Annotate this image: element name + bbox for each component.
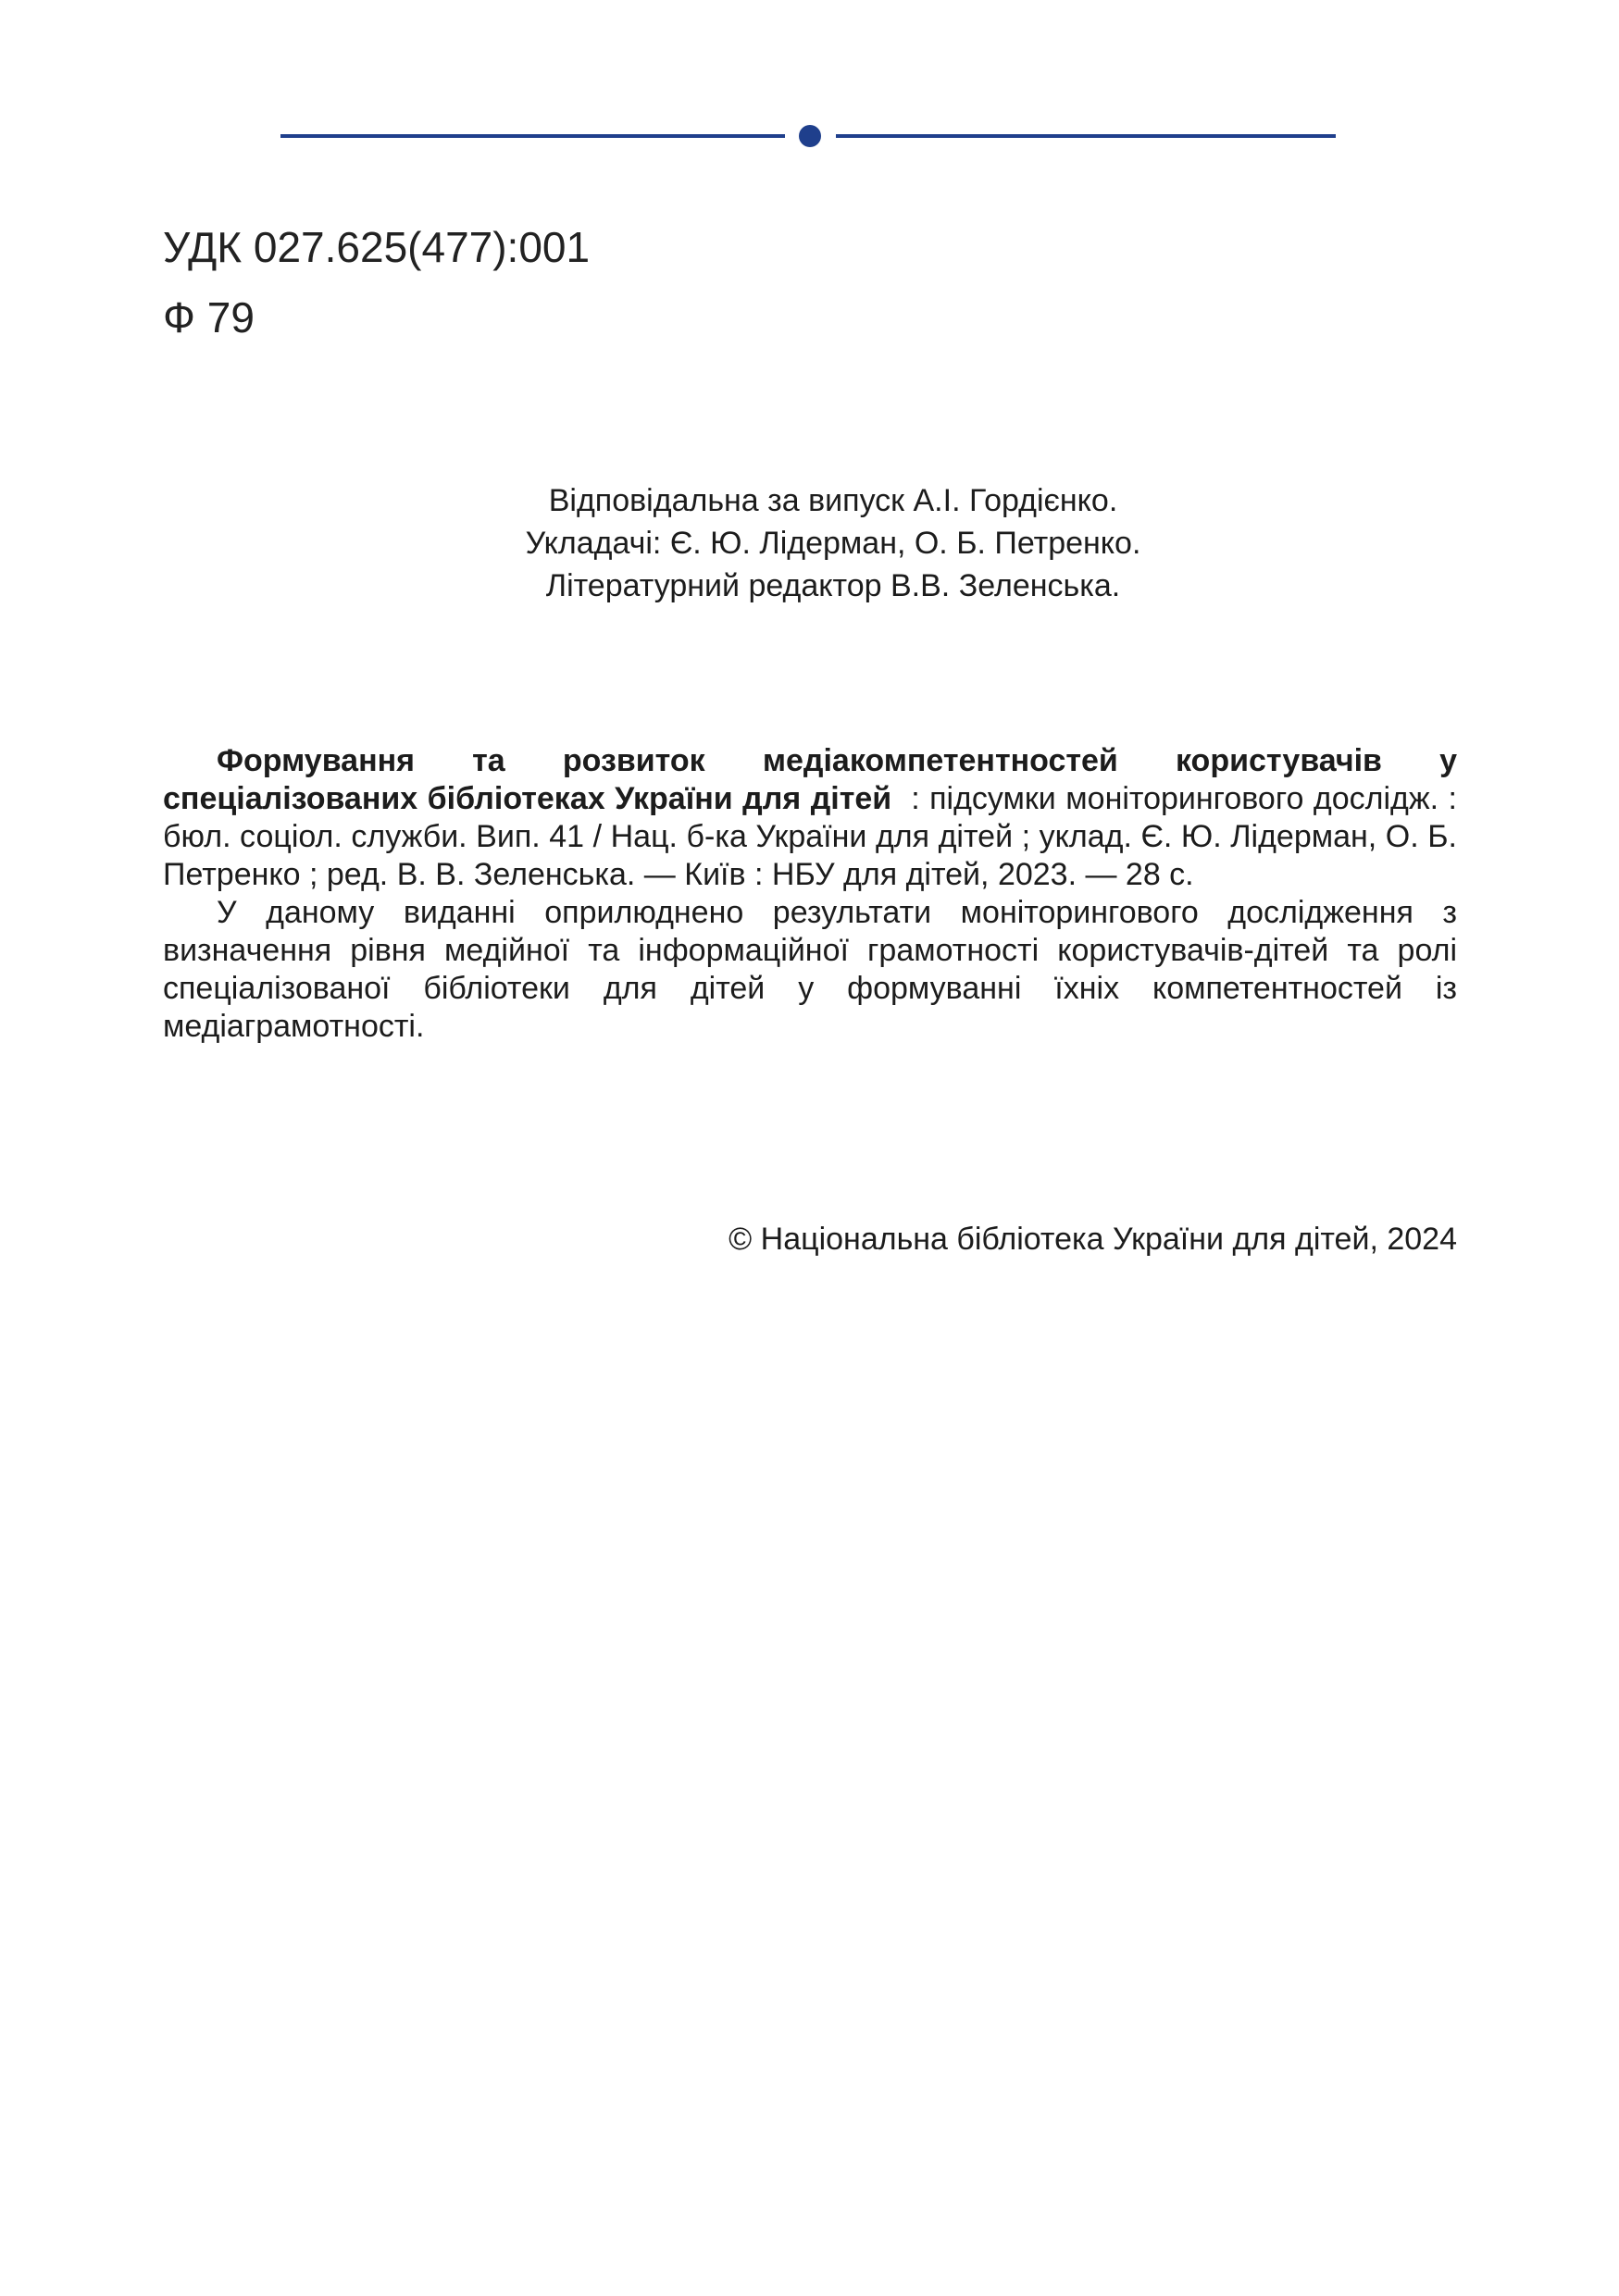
author-mark: Ф 79 <box>163 293 255 341</box>
credit-line-editor: Літературний редактор В.В. Зеленська. <box>545 568 1121 603</box>
bibliographic-entry <box>163 742 1457 894</box>
publication-title: Формування та розвиток медіакомпетентностей користувачів у спеціалізованих бібліотеках України для дітей <box>163 743 1457 816</box>
copyright-notice: © Національна бібліотека України для дітей, 2024 <box>729 1222 1457 1257</box>
udk-code: УДК 027.625(477):001 <box>163 223 591 271</box>
ornament-line-right <box>836 134 1336 138</box>
ornament-dot <box>799 125 821 147</box>
credit-line-responsible: Відповідальна за випуск А.І. Гордієнко. <box>548 483 1118 518</box>
ornament-line-left <box>280 134 785 138</box>
credits-block <box>444 479 1222 607</box>
credit-line-compilers: Укладачі: Є. Ю. Лідерман, О. Б. Петренко. <box>525 526 1141 561</box>
publication-details: : підсумки моніторингового дослідж. : бюл. соціол. служби. Вип. 41 / Нац. б-ка України для дітей ; уклад. Є. Ю. Лідерман, О. Б. Петренко ; ред. В. В. Зеленська. — Київ : НБУ для дітей, 2023. — 28 с. <box>163 781 1457 892</box>
header-ornament <box>280 125 1336 147</box>
bibliographic-description <box>163 742 1457 1046</box>
annotation: У даному виданні оприлюднено результати моніторингового дослідження з визначення рівня медійної та інформаційної грамотності користувачів-дітей та ролі спеціалізованої бібліотеки для дітей у формуванні їхніх компетентностей із медіаграмотності. <box>163 895 1457 1044</box>
